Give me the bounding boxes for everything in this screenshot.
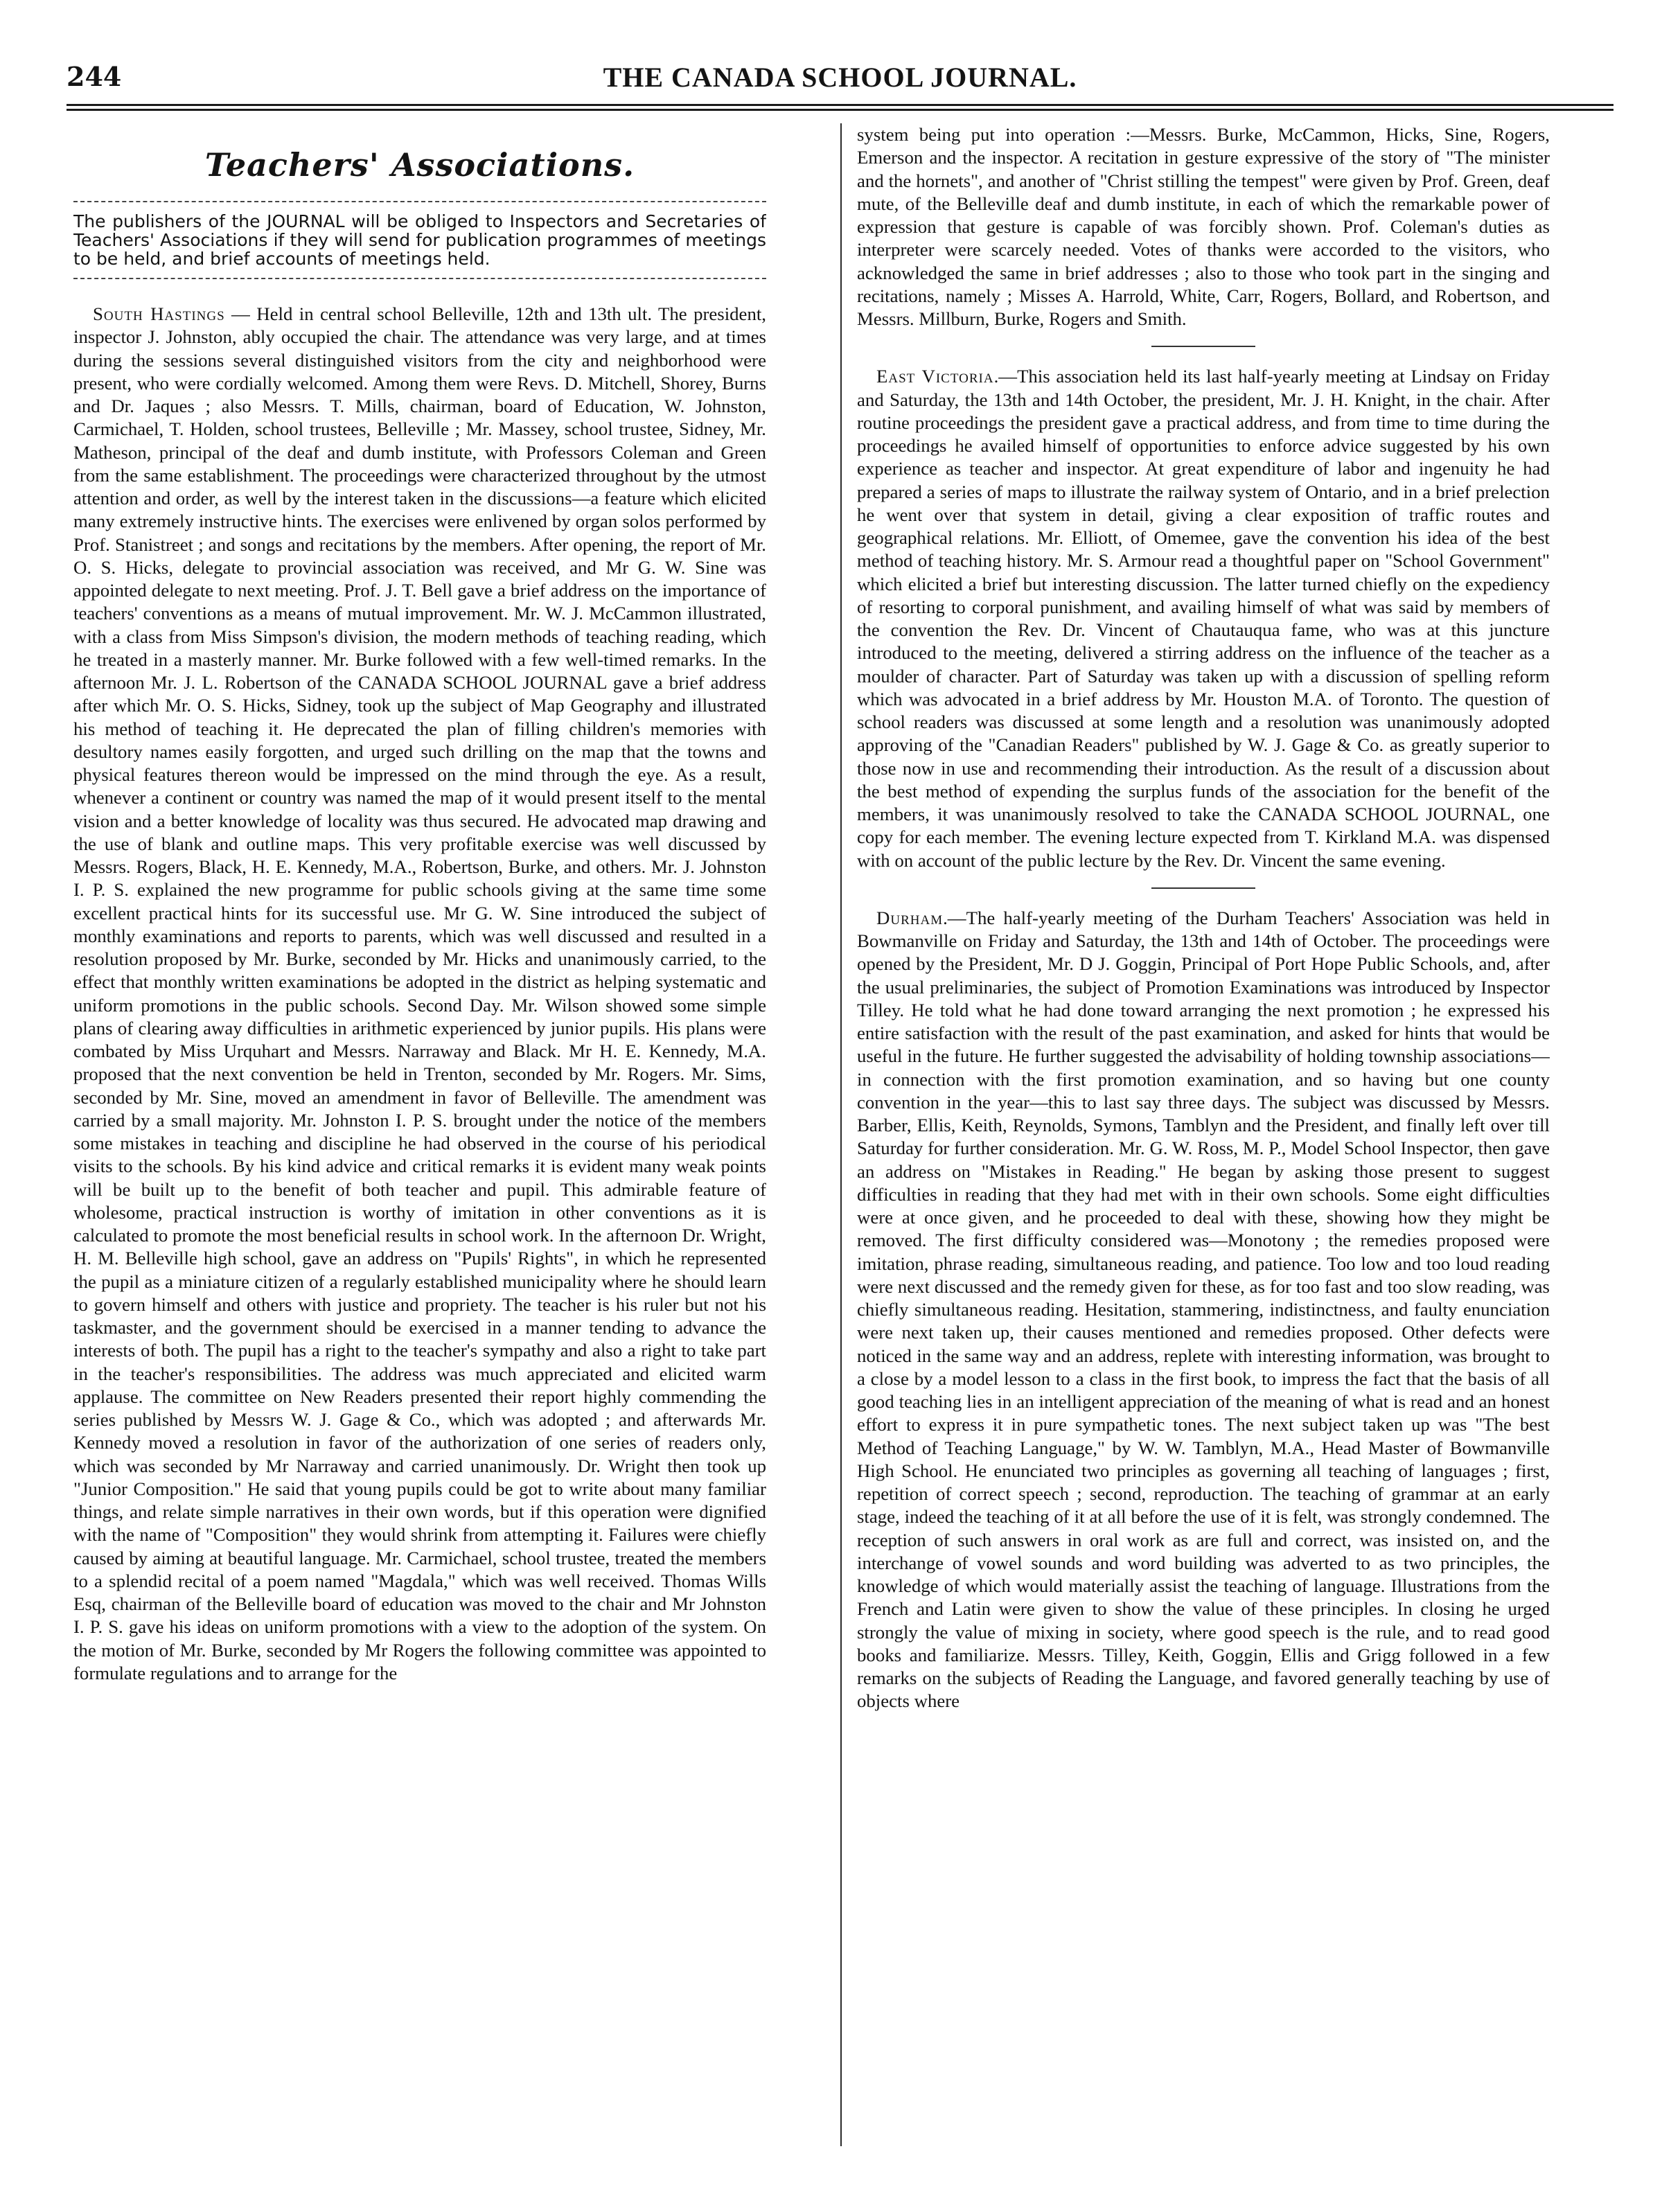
- section-title: Teachers' Associations.: [204, 146, 635, 184]
- column-divider: [840, 123, 842, 2146]
- journal-title: THE CANADA SCHOOL JOURNAL.: [603, 62, 1077, 93]
- heading-separator: .—: [943, 907, 966, 928]
- article-separator: [1151, 887, 1255, 889]
- page-number: 244: [67, 61, 122, 92]
- article-text: The half-yearly meeting of the Durham Teachers' Association was held in Bowmanville on Friday and Saturday, the 13th and 14th of October. The proceedings were opened by the President, Mr. D J. Goggin, Principal of Port Hope Public Schools, and, after the usual preliminaries, the subject of Promotion Examinations was introduced by Inspector Tilley. He told what he had done toward arranging the next promotion ; he expressed his entire satisfaction with the result of the past examination, and asked for hints that would be useful in the future. He further suggested the advisability of holding township associations—in connection with the first promotion examination, and so having but one county convention in the year—this to last say three days. The subject was discussed by Messrs. Barber, Ellis, Keith, Reynolds, Symons, Tamblyn and the President, and finally left over till Saturday for further consideration. Mr. G. W. Ross, M. P., Model School Inspector, then gave an address on "Mistakes in Reading." He began by asking those present to suggest difficulties in reading that they had met with in their own schools. Some eight difficulties were at once given, and he proceeded to deal with these, showing how they might be removed. The first difficulty considered was—Monotony ; the remedies proposed were imitation, phrase reading, simultaneous reading, and patience. Too low and too loud reading were next discussed and the remedy given for these, as for too fast and too slow reading, was chiefly simultaneous reading. Hesitation, stammering, indistinctness, and faulty enunciation were next taken up, their causes mentioned and remedies proposed. Other defects were noticed in the same way and an address, replete with interesting information, was brought to a close by a model lesson to a class in the first book, to impress the fact that the basis of all good teaching lies in an intelligent appreciation of the meaning of what is read and an honest effort to express it in pure sympathetic tones. The next subject taken up was "The best Method of Teaching Language," by W. W. Tamblyn, M.A., Head Master of Bowmanville High School. He enunciated two principles as governing all teaching of languages ; first, repetition of correct speech ; second, reproduction. The teaching of grammar at an early stage, indeed the teaching of it at all before the use of it is felt, was strongly condemned. The reception of such answers in oral work as are full and correct, was insisted on, and the interchange of vowel sounds and word building was adverted to as two principles, the knowledge of which would materially assist the teaching of language. Illustrations from the French and Latin were given to show the value of these principles. In closing he urged strongly the value of mixing in society, where good speech is the rule, and to read good books and familiarize. Messrs. Tilley, Keith, Goggin, Ellis and Grigg followed in a few remarks on the subjects of Reading the Language, and favored generally teaching by use of objects where: [857, 907, 1550, 1712]
- article-text: Held in central school Belleville, 12th and 13th ult. The president, inspector J. Johnston, ably occupied the chair. The attendance was very large, and at times during the sessions several distinguished visitors from the city and neighborhood were present, who were cordially welcomed. Among them were Revs. D. Mitchell, Shorey, Burns and Dr. Jaques ; also Messrs. T. Mills, chairman, board of Education, W. Johnston, Carmichael, T. Holden, school trustees, Belleville ; Mr. Massey, school trustee, Sidney, Mr. Matheson, principal of the deaf and dumb institute, with Professors Coleman and Green from the same establishment. The proceedings were characterized throughout by the utmost attention and order, as well by the interest taken in the discussions—a feature which elicited many extremely instructive hints. The exercises were enlivened by organ solos performed by Prof. Stanistreet ; and songs and recitations by the members. After opening, the report of Mr. O. S. Hicks, delegate to provincial association was received, and Mr G. W. Sine was appointed delegate to next meeting. Prof. J. T. Bell gave a brief address on the importance of teachers' conventions as a means of mutual improvement. Mr. W. J. McCammon illustrated, with a class from Miss Simpson's division, the modern methods of teaching reading, which he treated in a masterly manner. Mr. Burke followed with a few well-timed remarks. In the afternoon Mr. J. L. Robertson of the CANADA SCHOOL JOURNAL gave a brief address after which Mr. O. S. Hicks, Sidney, took up the subject of Map Geography and illustrated his method of teaching it. He deprecated the plan of filling children's memories with desultory names easily forgotten, and urged such drilling on the map that the towns and physical features thereon would be impressed on the mind through the eye. As a result, whenever a continent or country was named the map of it would present itself to the mental vision and a better knowledge of locality was thus secured. He advocated map drawing and the use of blank and outline maps. This very profitable exercise was well discussed by Messrs. Rogers, Black, H. E. Kennedy, M.A., Robertson, Burke, and others. Mr. J. Johnston I. P. S. explained the new programme for public schools giving at the same time some excellent practical hints for its successful use. Mr G. W. Sine introduced the subject of monthly examinations and reports to parents, which was well discussed and resulted in a resolution proposed by Mr. Burke, seconded by Mr. Hicks and unanimously carried, to the effect that monthly written examinations be adopted in the district as helping systematic and uniform promotions in the public schools. Second Day. Mr. Wilson showed some simple plans of clearing away difficulties in arithmetic experienced by junior pupils. His plans were combated by Miss Urquhart and Messrs. Narraway and Black. Mr H. E. Kennedy, M.A. proposed that the next convention be held in Trenton, seconded by Mr. Rogers. Mr. Sims, seconded by Mr. Sine, moved an amendment in favor of Belleville. The amendment was carried by a small majority. Mr. Johnston I. P. S. brought under the notice of the members some mistakes in teaching and discipline he had observed in the course of his periodical visits to the schools. By his kind advice and critical remarks it is evident many weak points will be built up to the benefit of both teacher and pupil. This admirable feature of wholesome, practical instruction is worthy of imitation in other conventions as it is calculated to promote the most beneficial results in school work. In the afternoon Dr. Wright, H. M. Belleville high school, gave an address on "Pupils' Rights", in which he represented the pupil as a miniature citizen of a regularly established municipality where he should learn to govern himself and others with justice and propriety. The teacher is his ruler but not his taskmaster, and the government should be exercised in a manner tending to advance the interests of both. The pupil has a right to the teacher's sympathy and also a right to take part in the teacher's responsibilities. The address was much appreciated and elicited warm applause. The committee on New Readers presented their report highly commending the series published by Messrs W. J. Gage & Co., which was adopted ; and afterwards Mr. Kennedy moved a resolution in favor of the authorization of one series of readers only, which was seconded by Mr Narraway and carried unanimously. Dr. Wright then took up "Junior Composition." He said that young pupils could be got to write about many familiar things, and relate simple narratives in their own words, but if this operation were dignified with the name of "Composition" they would shrink from attempting it. Failures were chiefly caused by aiming at beautiful language. Mr. Carmichael, school trustee, treated the members to a splendid recital of a poem named "Magdala," which was well received. Thomas Wills Esq, chairman of the Belleville board of education was moved to the chair and Mr Johnston I. P. S. gave his ideas on uniform promotions with a view to the adoption of the system. On the motion of Mr. Burke, seconded by Mr Rogers the following committee was appointed to formulate regulations and to arrange for the: [73, 303, 766, 1683]
- left-column: [73, 123, 766, 2150]
- article-heading: South Hastings: [93, 303, 225, 324]
- heading-separator: —: [224, 303, 257, 324]
- article-east-victoria: [857, 365, 1550, 872]
- article-text: This association held its last half-yearly meeting at Lindsay on Friday and Saturday, the 13th and 14th October, the president, Mr. J. H. Knight, in the chair. After routine proceedings the president gave a practical address, and from time to time during the proceedings he availed himself of opportunities to enforce advice suggested by his own experience as teacher and inspector. At great expenditure of labor and ingenuity he had prepared a series of maps to illustrate the railway system of Ontario, and in a brief prelection he went over that system in detail, giving a clear exposition of traffic routes and geographical relations. Mr. Elliott, of Omemee, gave the convention his idea of the best method of teaching history. Mr. S. Armour read a thoughtful paper on "School Government" which elicited a brief but interesting discussion. The latter turned chiefly on the expediency of resorting to corporal punishment, and availing himself of what was said by members of the convention the Rev. Dr. Vincent of Chautauqua fame, who was at this juncture introduced to the meeting, delivered a stirring address on the influence of the teacher as a moulder of character. Part of Saturday was taken up with a discussion of spelling reform which was advocated in a brief address by Mr. Houston M.A. of Toronto. The question of school readers was discussed at some length and a resolution was unanimously adopted approving of the "Canadian Readers" published by W. J. Gage & Co. as greatly superior to those now in use and recommending their introduction. As the result of a discussion about the best method of expending the surplus funds of the association for the benefit of the members, it was unanimously resolved to take the CANADA SCHOOL JOURNAL, one copy for each member. The evening lecture expected from T. Kirkland M.A. was dispensed with on account of the public lecture by the Rev. Dr. Vincent the same evening.: [857, 366, 1550, 871]
- article-south-hastings: [73, 303, 766, 1685]
- article-heading: East Victoria: [876, 366, 994, 387]
- header-rule-top: [67, 104, 1613, 106]
- heading-separator: .—: [993, 366, 1018, 387]
- publishers-notice: The publishers of the JOURNAL will be obliged to Inspectors and Secretaries of Teachers' Associations if they will send for publication programmes of meetings to be held, and brief accounts of meetings held.: [73, 211, 766, 269]
- article-text: system being put into operation :—Messrs. Burke, McCammon, Hicks, Sine, Rogers, Emerson and the inspector. A recitation in gesture expressive of the story of "The minister and the hornets", and another of "Christ stilling the tempest" were given by Prof. Green, deaf mute, of the Belleville deaf and dumb institute, in each of which the remarkable power of expression that gesture is capable of was forcibly shown. Prof. Coleman's duties as interpreter were scarcely needed. Votes of thanks were accorded to the visitors, who acknowledged the same in brief addresses ; also to those who took part in the singing and recitations, namely ; Misses A. Harrold, White, Carr, Rogers, Bollard, and Robertson, and Messrs. Millburn, Burke, Rogers and Smith.: [857, 124, 1550, 329]
- article-south-hastings-continued: [857, 123, 1550, 330]
- notice-bottom-rule: [73, 278, 766, 279]
- article-separator: [1151, 346, 1255, 347]
- article-durham: [857, 907, 1550, 1713]
- right-column: [857, 123, 1550, 2150]
- article-heading: Durham: [876, 907, 944, 928]
- header-rule-bottom: [67, 109, 1613, 111]
- notice-top-rule: [73, 201, 766, 202]
